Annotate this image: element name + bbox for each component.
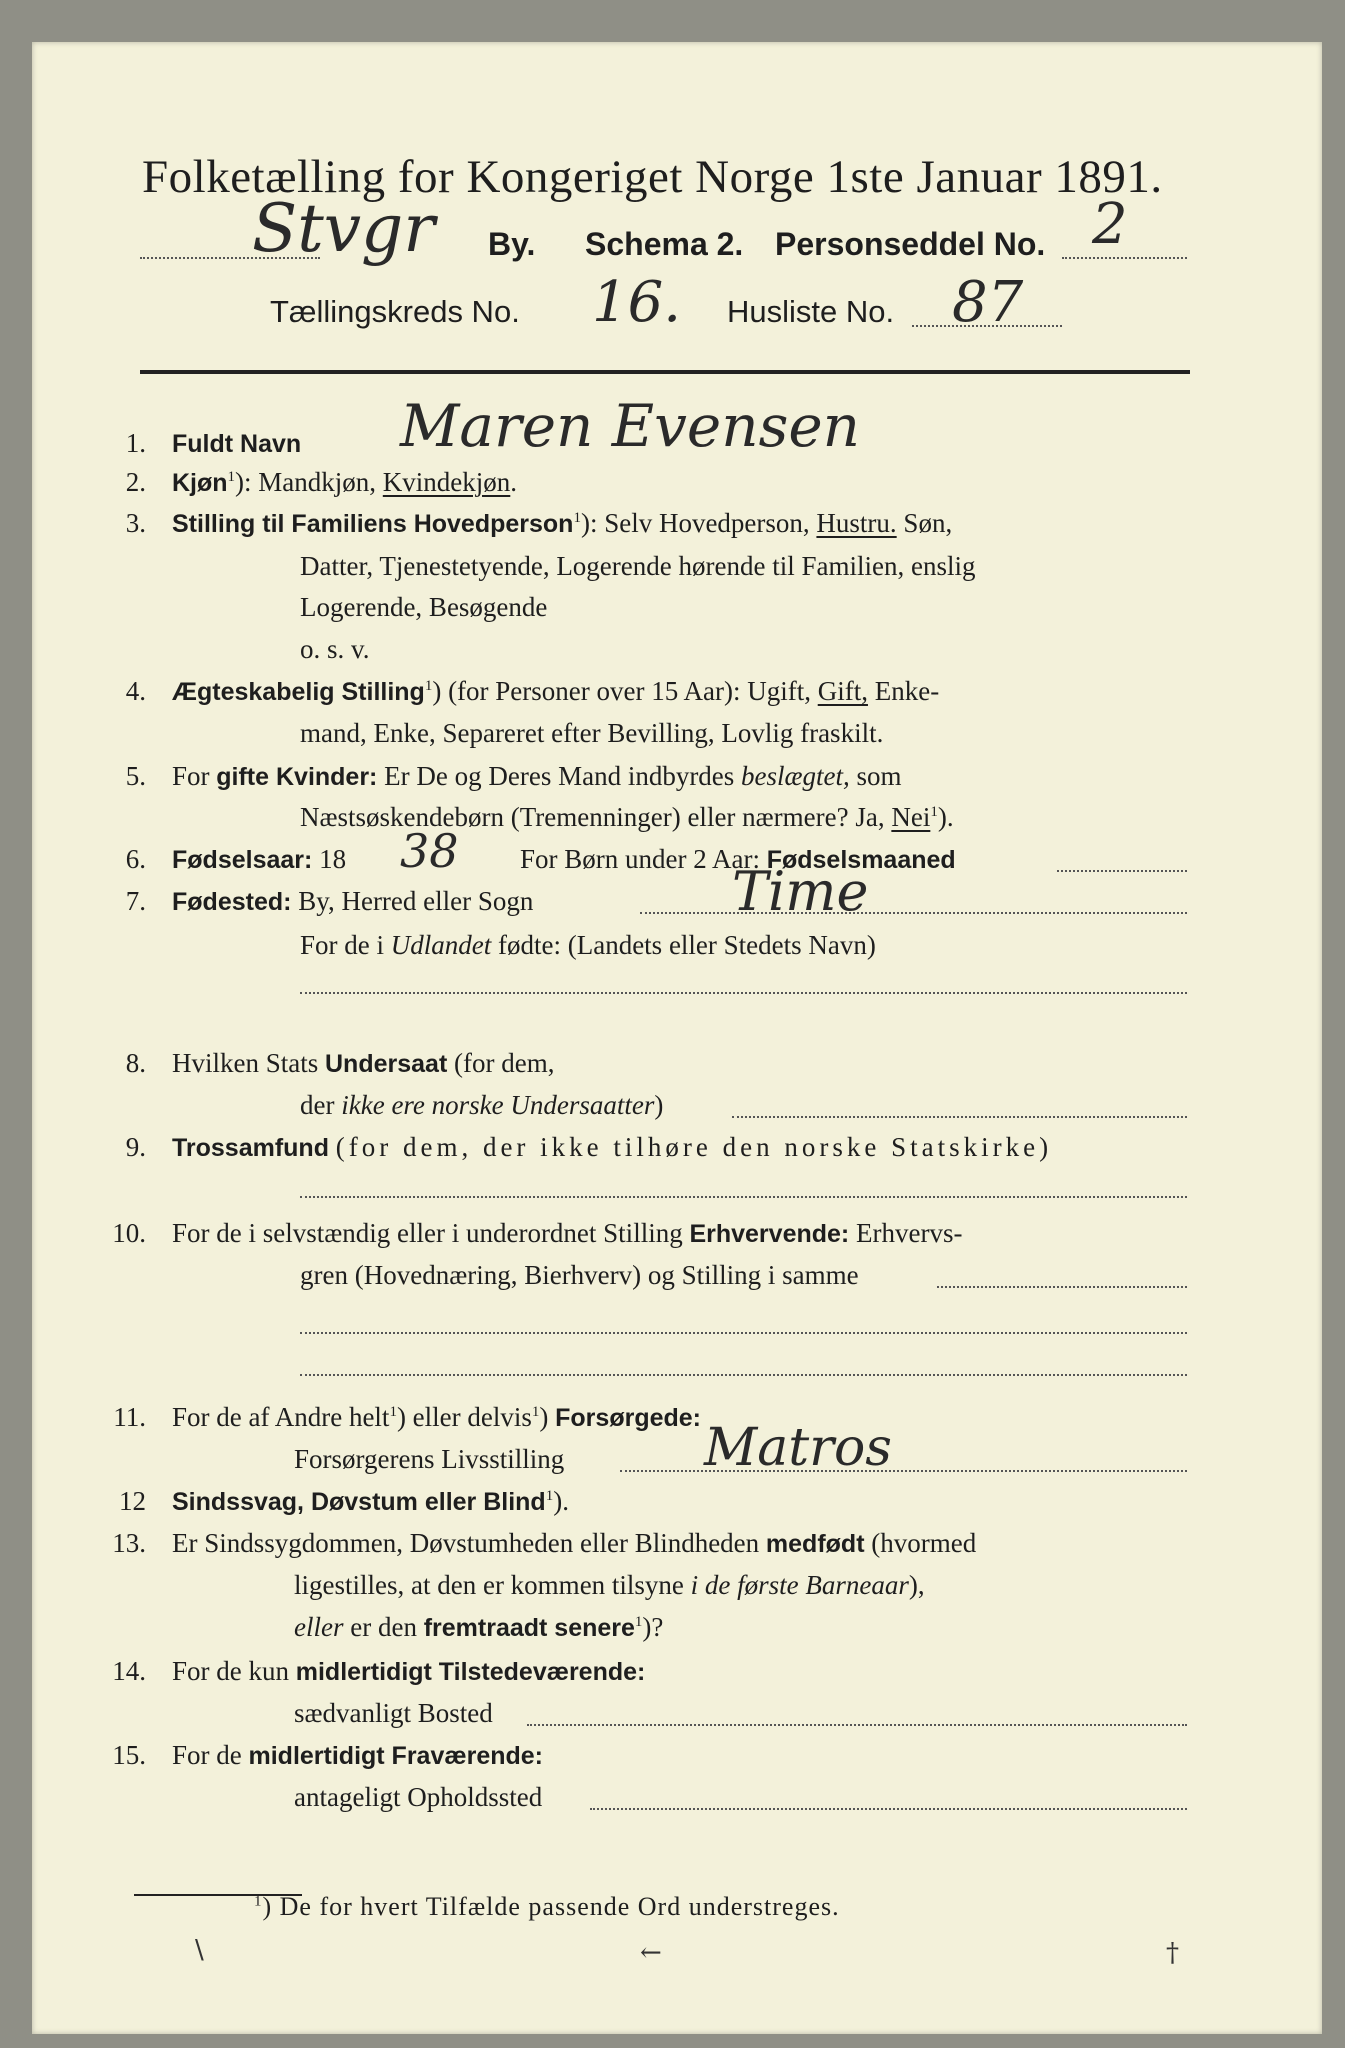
q1-label: Fuldt Navn <box>172 430 302 458</box>
q15-dotted-line <box>590 1808 1187 1810</box>
q13-row: 13. Er Sindssygdommen, Døvstumheden eller Blindheden medfødt (hvormed <box>112 1528 977 1558</box>
q4-selected-gift: Gift, <box>817 676 868 706</box>
q14-dotted-line <box>527 1724 1187 1726</box>
q14-line2: sædvanligt Bosted <box>294 1698 493 1728</box>
husliste-label: Husliste No. <box>727 294 895 329</box>
q9-dotted-line <box>300 1196 1187 1198</box>
q3-line3: Logerende, Besøgende <box>300 592 548 622</box>
q3-line4: o. s. v. <box>300 634 370 664</box>
by-label: By. <box>488 226 536 262</box>
q1-answer-name: Maren Evensen <box>400 392 861 460</box>
q3-line2: Datter, Tjenestetyende, Logerende hørende til Familien, enslig <box>300 551 976 581</box>
footnote: $^1$) De for hvert Tilfælde passende Ord understreges. <box>254 1892 840 1921</box>
q8-row: 8. Hvilken Stats Undersaat (for dem, <box>125 1048 555 1078</box>
q12-row: 12 Sindssvag, Døvstum eller Blind$^1$). <box>119 1486 569 1516</box>
personseddel-number: 2 <box>1092 192 1128 257</box>
q2-row: 2. Kjøn$^1$): Mandkjøn, Kvindekjøn. <box>125 467 518 497</box>
q10-dotted-line-3 <box>300 1374 1187 1376</box>
q14-row: 14. For de kun midlertidigt Tilstedeværende: <box>112 1656 646 1686</box>
q3-row: 3. Stilling til Familiens Hovedperson$^1$): Selv Hovedperson, Hustru. Søn, <box>125 508 953 538</box>
q7-birthplace-handwritten: Time <box>732 860 869 923</box>
q7-dotted-line-2 <box>300 992 1187 994</box>
q2-selected-kvindekjon: Kvindekjøn <box>382 467 511 497</box>
q1-row: 1. Fuldt Navn <box>125 428 302 458</box>
q15-line2: antageligt Opholdssted <box>294 1782 543 1812</box>
q10-line2: gren (Hovednæring, Bierhverv) og Stilling i samme <box>300 1260 859 1290</box>
q6-rest: For Børn under 2 Aar: Fødselsmaaned <box>520 844 956 874</box>
q10-row: 10. For de i selvstændig eller i underordnet Stilling Erhvervende: Erhvervs- <box>112 1218 963 1248</box>
q5-row: 5. For gifte Kvinder: Er De og Deres Mand indbyrdes beslægtet, som <box>125 761 902 791</box>
q11-provider-occupation-handwritten: Matros <box>704 1418 892 1478</box>
q11-row: 11. For de af Andre helt$^1$) eller delvis$^1$) Forsørgede: <box>113 1402 701 1432</box>
census-form-sheet <box>32 42 1322 2034</box>
header-rule <box>140 370 1190 374</box>
q7-dotted-line <box>640 912 1187 914</box>
q7-line2: For de i Udlandet fødte: (Landets eller Stedets Navn) <box>300 930 876 960</box>
husliste-number: 87 <box>952 270 1024 335</box>
margin-mark-center: ← <box>640 1938 662 1968</box>
margin-mark-left: ∖ <box>190 1936 207 1966</box>
city-handwritten: Stvgr <box>252 190 435 267</box>
q7-row: 7. Fødested: By, Herred eller Sogn <box>125 886 534 916</box>
q8-line2: der ikke ere norske Undersaatter) <box>300 1090 664 1120</box>
margin-mark-right: † <box>1166 1938 1179 1968</box>
form-title: Folketælling for Kongeriget Norge 1ste Januar 1891. <box>142 151 1163 203</box>
personseddel-dotted-line <box>1062 257 1187 259</box>
q13-line2: ligestilles, at den er kommen tilsyne i de første Barneaar), <box>294 1570 925 1600</box>
kreds-label: Tællingskreds No. <box>270 294 520 329</box>
q6-row: 6. Fødselsaar: 18 <box>125 844 347 874</box>
personseddel-label: Personseddel No. <box>775 226 1046 262</box>
schema-label: Schema 2. <box>585 226 744 262</box>
q10-dotted-line-2 <box>300 1332 1187 1334</box>
q4-row: 4. Ægteskabelig Stilling$^1$) (for Personer over 15 Aar): Ugift, Gift, Enke- <box>125 676 940 706</box>
q13-line3: eller er den fremtraadt senere$^1$)? <box>294 1612 664 1642</box>
q15-row: 15. For de midlertidigt Fraværende: <box>112 1740 543 1770</box>
q6-dotted-line <box>1057 870 1187 872</box>
q3-selected-hustru: Hustru. <box>816 508 897 538</box>
q11-line2: Forsørgerens Livsstilling <box>294 1444 565 1474</box>
q8-dotted-line <box>732 1116 1187 1118</box>
q5-line2: Næstsøskendebørn (Tremenninger) eller nærmere? Ja, Nei$^1$). <box>300 802 954 832</box>
q9-row: 9. Trossamfund (for dem, der ikke tilhøre den norske Statskirke) <box>125 1132 1053 1162</box>
kreds-number: 16. <box>592 270 682 335</box>
q6-birth-year-handwritten: 38 <box>400 824 459 878</box>
q4-line2: mand, Enke, Separeret efter Bevilling, Lovlig fraskilt. <box>300 718 884 748</box>
q5-selected-nei: Nei <box>891 802 931 832</box>
q10-dotted-line-1 <box>937 1286 1187 1288</box>
